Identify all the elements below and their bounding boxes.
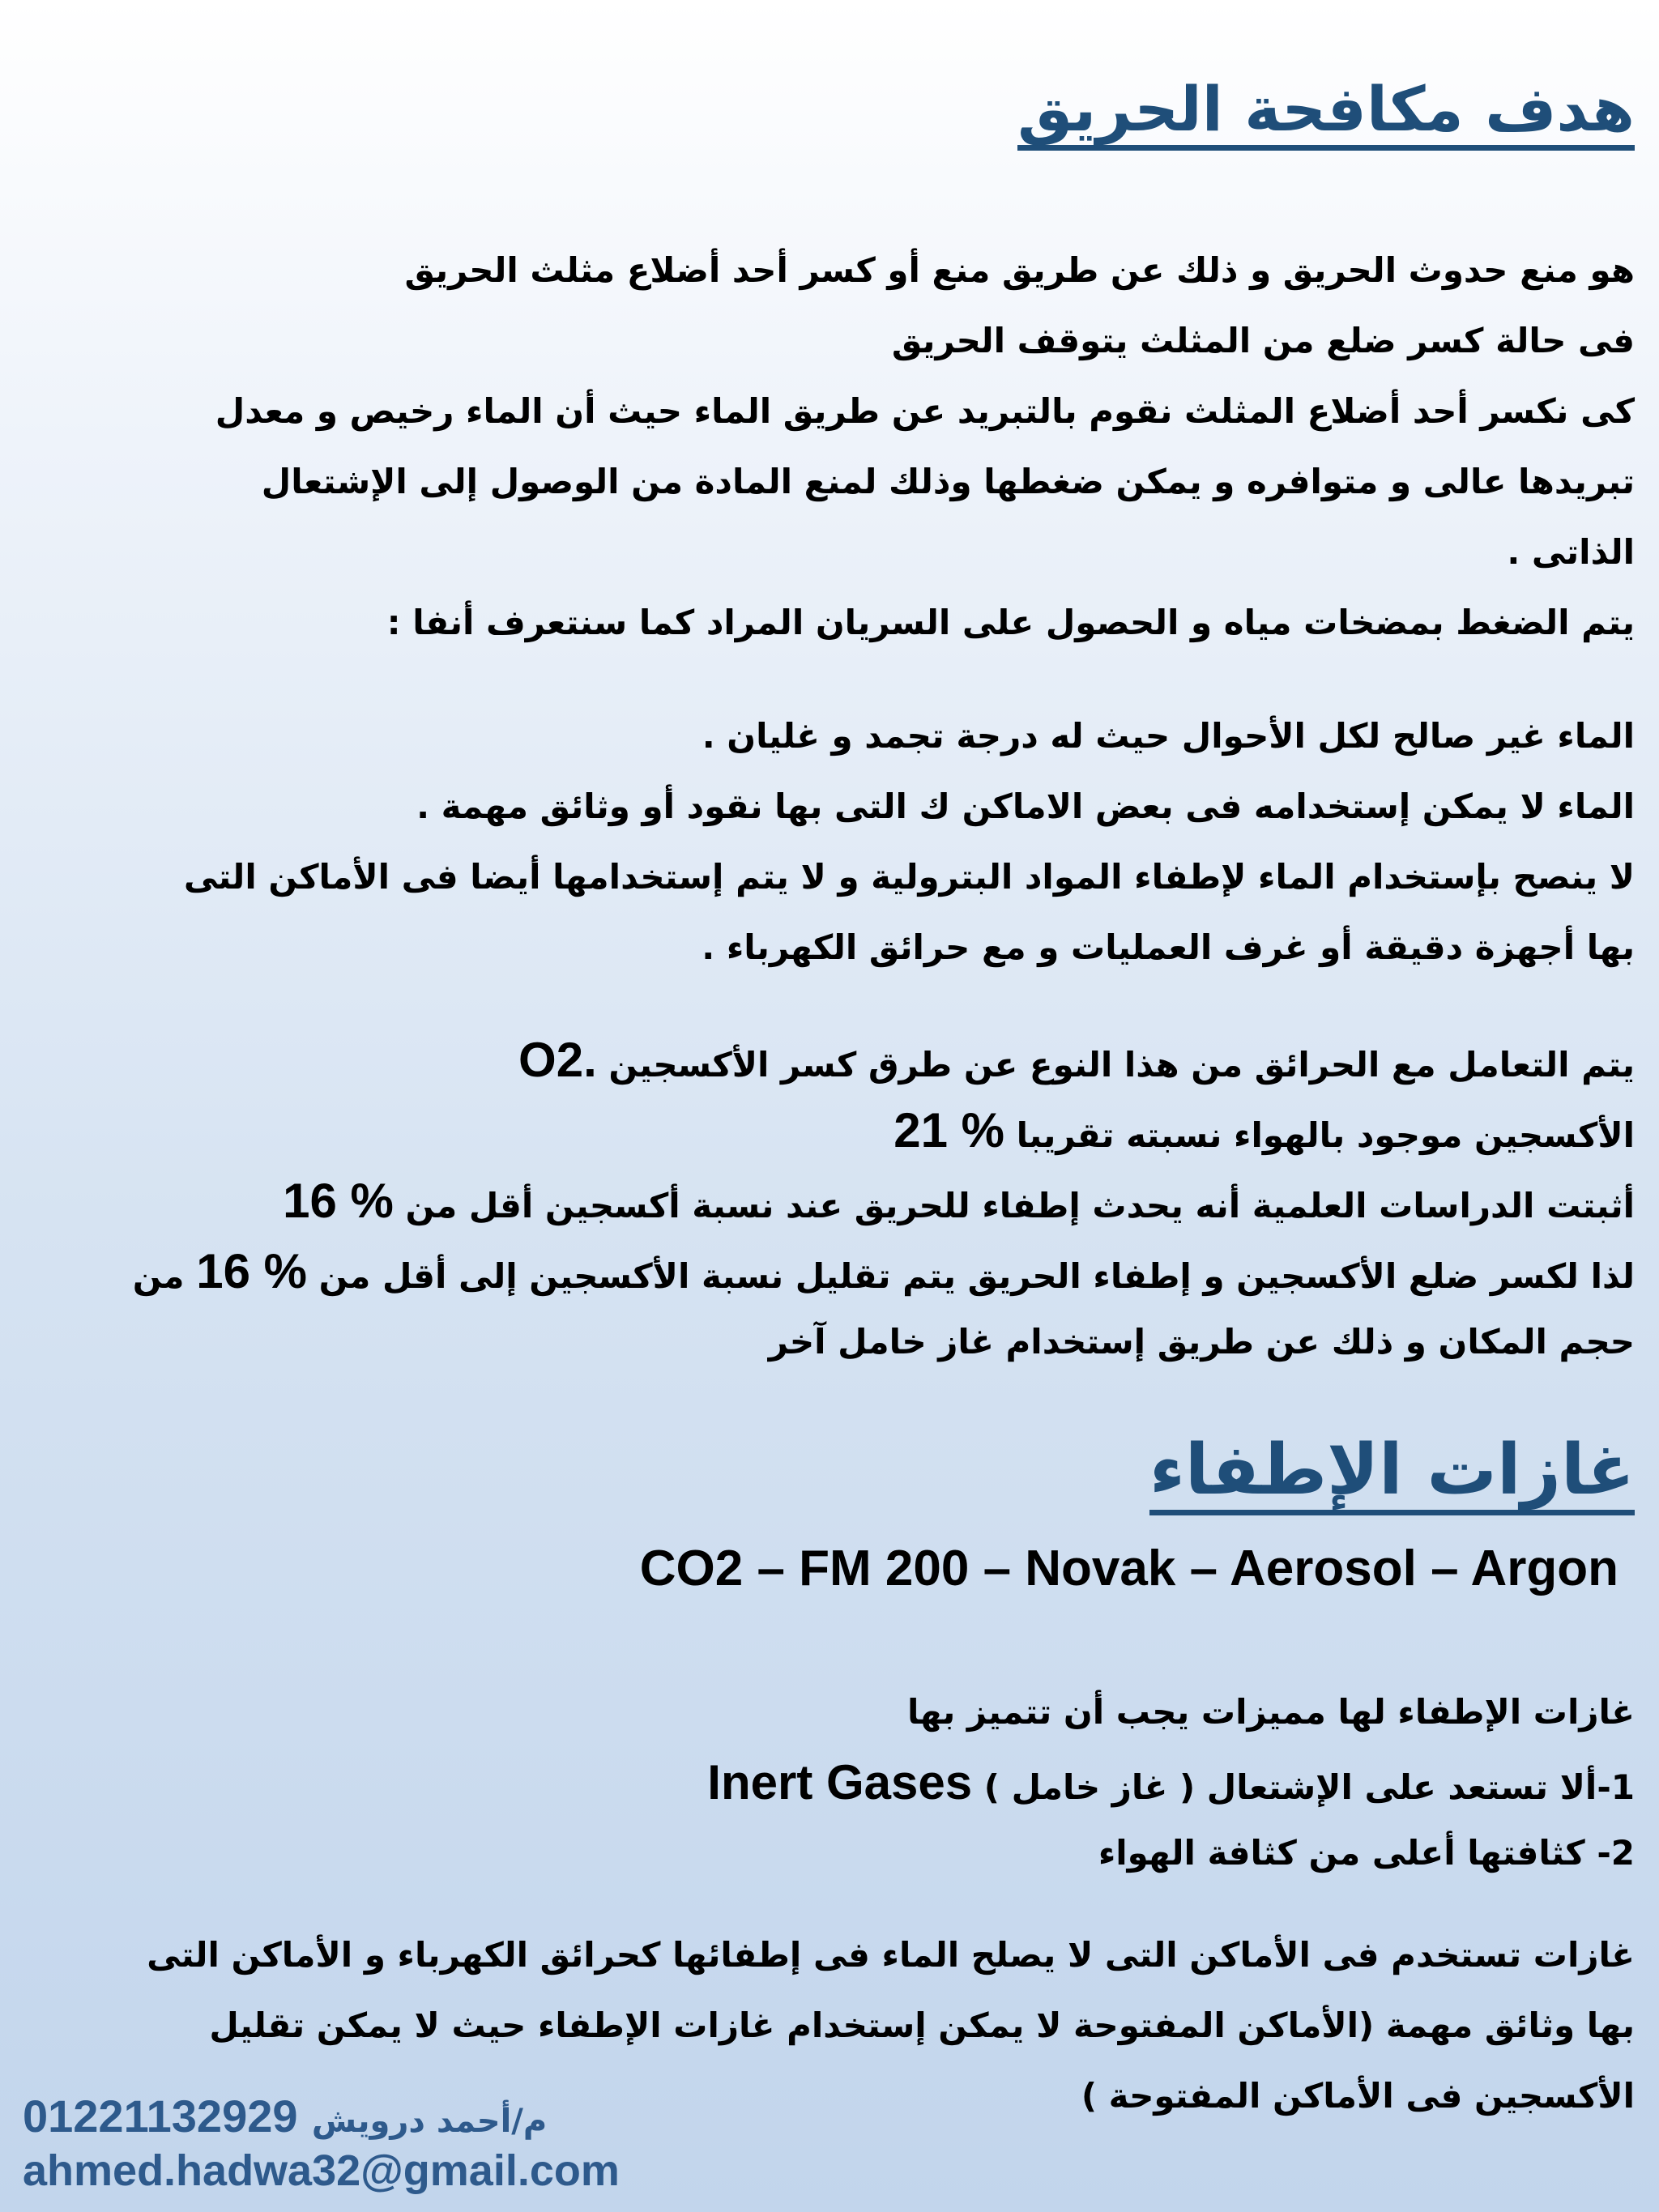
inert-gases-label: Inert Gases xyxy=(707,1755,973,1809)
paragraph-line: بها وثائق مهمة (الأماكن المفتوحة لا يمكن إستخدام غازات الإطفاء حيث لا يمكن تقليل xyxy=(209,2005,1635,2045)
paragraph-line xyxy=(24,1025,1635,1095)
percentage-value: 21 % xyxy=(893,1103,1005,1157)
phone-number: 01221132929 xyxy=(23,2091,298,2142)
section-oxygen xyxy=(24,1025,1635,1377)
line-text: يتم التعامل مع الحرائق من هذا النوع عن طرق كسر الأكسجين xyxy=(608,1045,1635,1085)
author-contact xyxy=(23,2088,547,2150)
section-goal xyxy=(24,235,1635,658)
paragraph-line: لا ينصح بإستخدام الماء لإطفاء المواد البترولية و لا يتم إستخدامها أيضا فى الأماكن التى xyxy=(183,857,1635,897)
author-email: ahmed.hadwa32@gmail.com xyxy=(23,2146,620,2195)
paragraph-line: حجم المكان و ذلك عن طريق إستخدام غاز خامل آخر xyxy=(768,1322,1635,1362)
paragraph-line: الماء غير صالح لكل الأحوال حيث له درجة تجمد و غليان . xyxy=(702,716,1635,756)
paragraph-line: غازات تستخدم فى الأماكن التى لا يصلح الماء فى إطفائها كحرائق الكهرباء و الأماكن التى xyxy=(147,1935,1635,1975)
line-text: الأكسجين موجود بالهواء نسبته تقريبا xyxy=(1016,1115,1635,1155)
paragraph-line: الأكسجين فى الأماكن المفتوحة ) xyxy=(1081,2076,1635,2116)
paragraph-line xyxy=(24,1747,1635,1818)
section-gas-features xyxy=(24,1677,1635,1888)
oxygen-formula: O2. xyxy=(518,1033,597,1087)
percentage-value: 16 % xyxy=(196,1244,307,1298)
paragraph-line xyxy=(24,1095,1635,1166)
line-text: من xyxy=(132,1256,185,1296)
paragraph-line: الماء لا يمكن إستخدامه فى بعض الاماكن ك التى بها نقود أو وثائق مهمة . xyxy=(416,786,1635,826)
page-title: هدف مكافحة الحريق xyxy=(1017,77,1635,151)
percentage-value: 16 % xyxy=(283,1174,394,1228)
paragraph-line: غازات الإطفاء لها مميزات يجب أن تتميز بها xyxy=(907,1692,1635,1732)
paragraph-line xyxy=(24,1236,1635,1306)
paragraph-line: يتم الضغط بمضخات مياه و الحصول على السريان المراد كما سنتعرف أنفا : xyxy=(386,603,1635,642)
section-water-limits xyxy=(24,701,1635,982)
paragraph-line xyxy=(24,1166,1635,1236)
author-name: م/أحمد درويش xyxy=(311,2103,548,2140)
paragraph-line: تبريدها عالى و متوافره و يمكن ضغطها وذلك لمنع المادة من الوصول إلى الإشتعال xyxy=(261,462,1635,501)
line-text: لذا لكسر ضلع الأكسجين و إطفاء الحريق يتم تقليل نسبة الأكسجين إلى أقل من xyxy=(318,1256,1635,1296)
paragraph-line: الذاتى . xyxy=(1507,532,1635,572)
paragraph-line: هو منع حدوث الحريق و ذلك عن طريق منع أو كسر أحد أضلاع مثلث الحريق xyxy=(404,250,1635,290)
paragraph-line: كى نكسر أحد أضلاع المثلث نقوم بالتبريد عن طريق الماء حيث أن الماء رخيص و معدل xyxy=(215,391,1635,431)
line-text: 1-ألا تستعد على الإشتعال ( غاز خامل ) xyxy=(983,1767,1635,1807)
paragraph-line: بها أجهزة دقيقة أو غرف العمليات و مع حرائق الكهرباء . xyxy=(702,927,1635,967)
gas-list: CO2 – FM 200 – Novak – Aerosol – Argon xyxy=(639,1541,1618,1596)
paragraph-line: فى حالة كسر ضلع من المثلث يتوقف الحريق xyxy=(891,321,1635,360)
paragraph-line: 2- كثافتها أعلى من كثافة الهواء xyxy=(1098,1833,1635,1873)
line-text: أثبتت الدراسات العلمية أنه يحدث إطفاء للحريق عند نسبة أكسجين أقل من xyxy=(405,1186,1635,1225)
section-title-gases: غازات الإطفاء xyxy=(1149,1434,1635,1515)
